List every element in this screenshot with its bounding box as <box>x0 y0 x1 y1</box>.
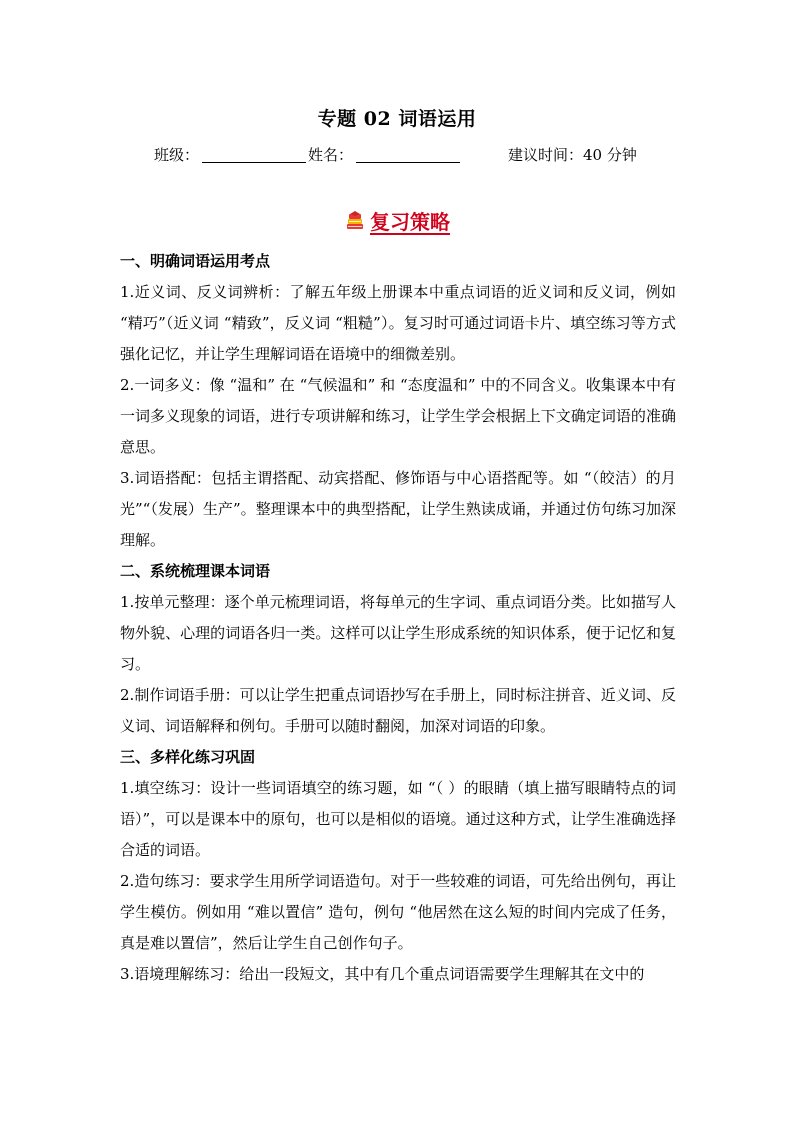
paragraph: 2.制作词语手册：可以让学生把重点词语抄写在手册上，同时标注拼音、近义词、反义词、词语解释和例句。手册可以随时翻阅，加深对词语的印象。 <box>120 686 676 735</box>
paragraph: 1.填空练习：设计一些词语填空的练习题，如 “（ ）的眼睛（填上描写眼睛特点的词语）”，可以是课本中的原句，也可以是相似的语境。通过这种方式，让学生准确选择合适的词语。 <box>120 779 676 859</box>
strategy-banner <box>0 206 794 238</box>
paragraph: 2.一词多义：像 “温和” 在 “气候温和” 和 “态度温和” 中的不同含义。收集课本中有一词多义现象的词语，进行专项讲解和练习，让学生学会根据上下文确定词语的准确意思。 <box>120 376 676 456</box>
name-blank <box>356 144 460 163</box>
paragraph: 1.按单元整理：逐个单元梳理词语，将每单元的生字词、重点词语分类。比如描写人物外貌、心理的词语各归一类。这样可以让学生形成系统的知识体系，便于记忆和复习。 <box>120 593 676 673</box>
section-heading: 三、多样化练习巩固 <box>120 748 256 766</box>
time-label: 建议时间：40 分钟 <box>508 146 637 164</box>
student-info-row <box>154 144 674 166</box>
page-title: 专题 02 词语运用 <box>317 108 477 130</box>
section-heading: 二、系统梳理课本词语 <box>120 562 271 580</box>
class-label: 班级： <box>154 146 200 164</box>
paragraph: 3.语境理解练习：给出一段短文，其中有几个重点词语需要学生理解其在文中的 <box>120 965 645 983</box>
class-blank <box>202 144 306 163</box>
strategy-heading: 复习策略 <box>370 210 450 234</box>
name-label: 姓名： <box>308 146 354 164</box>
paragraph: 2.造句练习：要求学生用所学词语造句。对于一些较难的词语，可先给出例句，再让学生模仿。例如用 “难以置信” 造句，例句 “他居然在这么短的时间内完成了任务，真是难以置信”，然后让学生自己创作句子。 <box>120 872 676 952</box>
document-body <box>120 246 676 990</box>
books-icon <box>344 210 366 232</box>
paragraph: 3.词语搭配：包括主谓搭配、动宾搭配、修饰语与中心语搭配等。如 “（皎洁）的月光”“（发展）生产”。整理课本中的典型搭配，让学生熟读成诵，并通过仿句练习加深理解。 <box>120 469 676 549</box>
paragraph: 1.近义词、反义词辨析：了解五年级上册课本中重点词语的近义词和反义词，例如 “精巧”（近义词 “精致”，反义词 “粗糙”）。复习时可通过词语卡片、填空练习等方式强化记忆，并让学生理解词语在语境中的细微差别。 <box>120 283 676 363</box>
section-heading: 一、明确词语运用考点 <box>120 252 271 270</box>
